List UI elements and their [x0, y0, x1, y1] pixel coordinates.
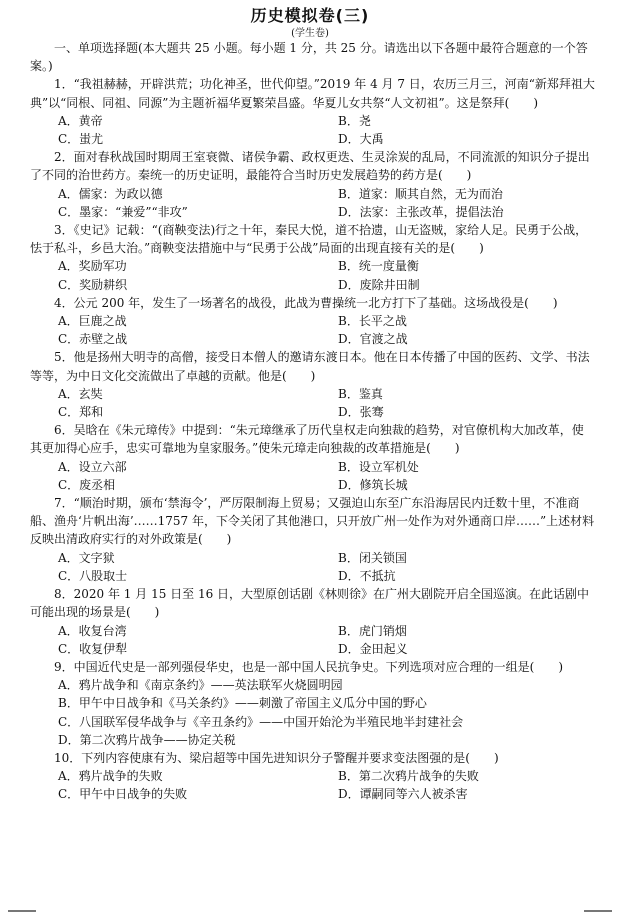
option-b: B．统一度量衡 — [338, 259, 419, 274]
option-a: A．黄帝 — [58, 113, 103, 128]
option-a: A．儒家：为政以德 — [58, 186, 163, 201]
option-list — [30, 458, 595, 494]
option-c: C．赤壁之战 — [58, 332, 128, 347]
option-d: D．金田起义 — [338, 641, 408, 656]
option-a: A．设立六部 — [58, 459, 127, 474]
option-b: B．甲午中日战争和《马关条约》——刺激了帝国主义瓜分中国的野心 — [58, 696, 427, 711]
option-list — [30, 622, 595, 658]
question-stem: 5．他是扬州大明寺的高僧，接受日本僧人的邀请东渡日本。他在日本传播了中国的医药、文学、书法等等，为中日文化交流做出了卓越的贡献。他是( ) — [30, 350, 590, 383]
question-stem: 3．《史记》记载：“(商鞅变法)行之十年，秦民大悦，道不拾遗，山无盗贼，家给人足。民勇于公战，怯于私斗，乡邑大治。”商鞅变法措施中与“民勇于公战”局面的出现直接有关的是( ) — [30, 223, 588, 256]
option-a: A．鸦片战争和《南京条约》——英法联军火烧圆明园 — [58, 678, 343, 693]
option-list — [30, 312, 595, 348]
question-9 — [30, 658, 595, 749]
option-b: B．鉴真 — [338, 386, 383, 401]
option-c: C．甲午中日战争的失败 — [58, 787, 188, 802]
option-c: C．八股取士 — [58, 568, 128, 583]
option-a: A．玄奘 — [58, 386, 103, 401]
option-list — [30, 676, 595, 749]
option-d: D．法家：主张改革，提倡法治 — [338, 204, 504, 219]
question-6 — [30, 421, 595, 494]
option-a: A．鸦片战争的失败 — [58, 769, 163, 784]
page-title: 历史模拟卷(三) — [250, 6, 370, 25]
option-list — [30, 549, 595, 585]
option-c: C．废丞相 — [58, 477, 116, 492]
option-d: D．废除井田制 — [338, 277, 420, 292]
option-d: D．第二次鸦片战争——协定关税 — [58, 732, 236, 747]
option-b: B．闭关锁国 — [338, 550, 407, 565]
option-list — [30, 767, 595, 803]
page-subtitle: (学生卷) — [291, 28, 329, 39]
option-d: D．官渡之战 — [338, 332, 408, 347]
option-b: B．道家：顺其自然，无为而治 — [338, 186, 503, 201]
option-b: B．长平之战 — [338, 314, 407, 329]
option-b: B．第二次鸦片战争的失败 — [338, 769, 479, 784]
question-2 — [30, 148, 595, 221]
question-7 — [30, 494, 595, 585]
option-a: A．奖励军功 — [58, 259, 127, 274]
option-d: D．修筑长城 — [338, 477, 408, 492]
question-5 — [30, 348, 595, 421]
option-list — [30, 185, 595, 221]
question-1 — [30, 75, 595, 148]
option-list — [30, 257, 595, 293]
option-c: C．蚩尤 — [58, 132, 104, 147]
option-list — [30, 112, 595, 148]
question-8 — [30, 585, 595, 658]
question-3 — [30, 221, 595, 294]
option-list — [30, 385, 595, 421]
option-c: C．奖励耕织 — [58, 277, 128, 292]
option-b: B．设立军机处 — [338, 459, 419, 474]
option-d: D．张骞 — [338, 405, 384, 420]
question-4 — [30, 294, 595, 349]
question-10 — [30, 749, 595, 804]
option-c: C．收复伊犁 — [58, 641, 128, 656]
option-d: D．大禹 — [338, 132, 384, 147]
question-stem: 7．“顺治时期，颁布‘禁海令’，严厉限制海上贸易；又强迫山东至广东沿海居民内迁数十里，不准商船、渔舟‘片帆出海’……1757 年，下令关闭了其他港口，只开放广州一处作为对外通商口岸……”上述材料反映出清政府实行的对外政策是( ) — [30, 496, 595, 547]
option-b: B．虎门销烟 — [338, 623, 407, 638]
option-c: C．墨家：“兼爱”“非攻” — [58, 204, 188, 219]
question-stem: 8．2020 年 1 月 15 日至 16 日，大型原创话剧《林则徐》在广州大剧院开启全国巡演。在此话剧中可能出现的场景是( ) — [30, 587, 590, 620]
section-intro: 一、单项选择题(本大题共 25 小题。每小题 1 分，共 25 分。请选出以下各题中最符合题意的一个答案。) — [30, 41, 588, 74]
exam-body — [30, 39, 595, 804]
question-stem: 2．面对春秋战国时期周王室衰微、诸侯争霸、政权更迭、生灵涂炭的乱局，不同流派的知识分子提出了不同的治世药方。秦统一的历史证明，最能符合当时历史发展趋势的药方是( ) — [30, 150, 590, 183]
question-stem: 9．中国近代史是一部列强侵华史，也是一部中国人民抗争史。下列选项对应合理的一组是( ) — [54, 659, 564, 674]
option-c: C．郑和 — [58, 405, 104, 420]
option-a: A．收复台湾 — [58, 623, 127, 638]
option-a: A．巨鹿之战 — [58, 314, 127, 329]
option-d: D．不抵抗 — [338, 568, 396, 583]
question-stem: 10．下列内容使康有为、梁启超等中国先进知识分子警醒并要求变法图强的是( ) — [54, 750, 499, 765]
question-stem: 4．公元 200 年，发生了一场著名的战役，此战为曹操统一北方打下了基础。这场战役是( ) — [54, 295, 558, 310]
option-a: A．文字狱 — [58, 550, 115, 565]
question-stem: 1．“我祖赫赫，开辟洪荒；功化神圣，世代仰望。”2019 年 4 月 7 日，农历三月三，河南“新郑拜祖大典”以“同根、同祖、同源”为主题祈福华夏繁荣昌盛。华夏儿女共祭“人文初祖”。这是祭拜( ) — [30, 77, 595, 110]
option-d: D．谭嗣同等六人被杀害 — [338, 787, 468, 802]
option-b: B．尧 — [338, 113, 371, 128]
question-stem: 6．吴晗在《朱元璋传》中提到：“朱元璋继承了历代皇权走向独裁的趋势，对官僚机构大加改革，使其更加得心应手，忠实可靠地为皇家服务。”使朱元璋走向独裁的改革措施是( ) — [30, 423, 584, 456]
option-c: C．八国联军侵华战争与《辛丑条约》——中国开始沦为半殖民地半封建社会 — [58, 714, 464, 729]
